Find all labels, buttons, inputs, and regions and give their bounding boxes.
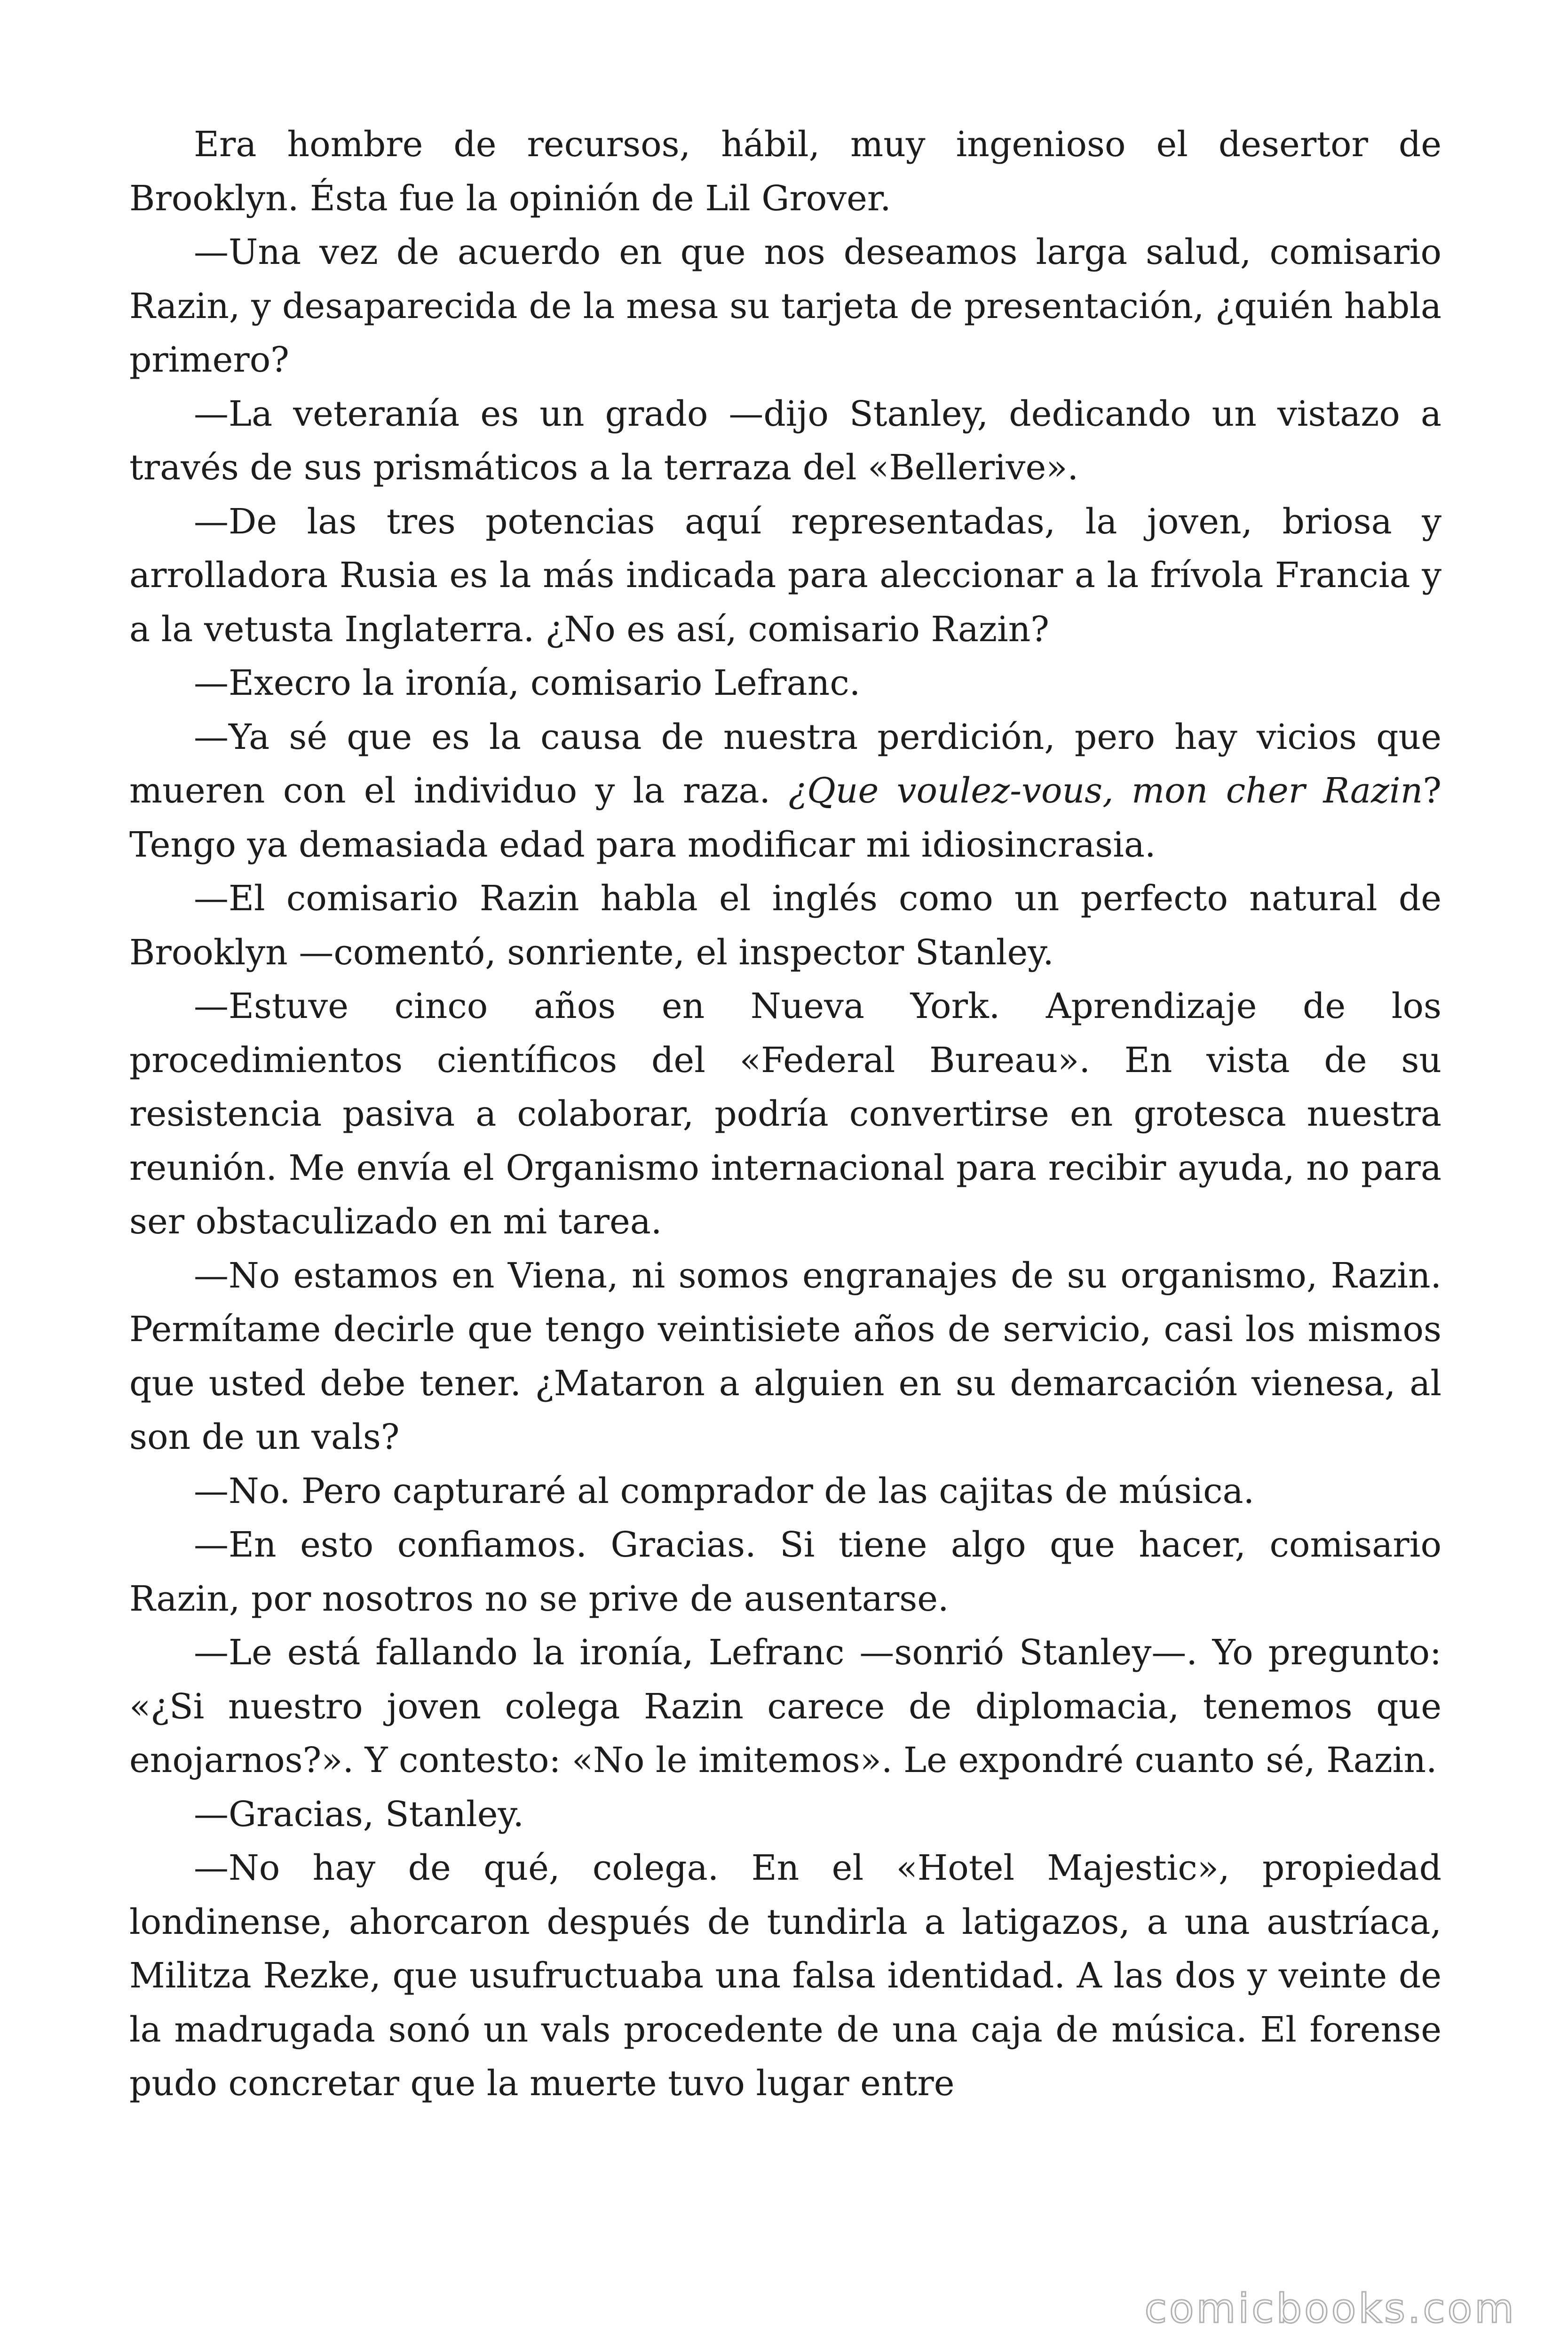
paragraph: —Le está fallando la ironía, Lefranc —sonrió Stanley—. Yo pregunto: «¿Si nuestro joven colega Razin carece de diplomacia, tenemos que enojarnos?». Y contesto: «No le imitemos». Le expondré cuanto sé, Razin. xyxy=(129,1632,1441,1780)
book-page-body xyxy=(129,118,1441,2111)
paragraph: —Una vez de acuerdo en que nos deseamos larga salud, comisario Razin, y desaparecida de la mesa su tarjeta de presentación, ¿quién habla primero? xyxy=(129,232,1441,380)
paragraph: —En esto confiamos. Gracias. Si tiene algo que hacer, comisario Razin, por nosotros no se prive de ausentarse. xyxy=(129,1525,1441,1619)
paragraph-text: —Ya sé que es la causa de nuestra perdición, pero hay vicios que mueren con el individuo y la raza. xyxy=(129,716,1441,811)
paragraph xyxy=(129,710,1441,872)
paragraph: —No. Pero capturaré al comprador de las cajitas de música. xyxy=(194,1470,1255,1511)
paragraph: —El comisario Razin habla el inglés como un perfecto natural de Brooklyn —comentó, sonriente, el inspector Stanley. xyxy=(129,878,1441,973)
paragraph: Era hombre de recursos, hábil, muy ingenioso el desertor de Brooklyn. Ésta fue la opinión de Lil Grover. xyxy=(129,124,1441,219)
paragraph: —Estuve cinco años en Nueva York. Aprendizaje de los procedimientos científicos del «Federal Bureau». En vista de su resistencia pasiva a colaborar, podría convertirse en grotesca nuestra reunión. Me envía el Organismo internacional para recibir ayuda, no para ser obstaculizado en mi tarea. xyxy=(129,986,1441,1242)
paragraph: —Execro la ironía, comisario Lefranc. xyxy=(194,663,861,703)
paragraph: —De las tres potencias aquí representadas, la joven, briosa y arrolladora Rusia es la más indicada para aleccionar a la frívola Francia y a la vetusta Inglaterra. ¿No es así, comisario Razin? xyxy=(129,501,1441,650)
paragraph: —La veteranía es un grado —dijo Stanley, dedicando un vistazo a través de sus prismáticos a la terraza del «Bellerive». xyxy=(129,393,1441,488)
paragraph: —No hay de qué, colega. En el «Hotel Majestic», propiedad londinense, ahorcaron después de tundirla a latigazos, a una austríaca, Militza Rezke, que usufructuaba una falsa identidad. A las dos y veinte de la madrugada sonó un vals procedente de una caja de música. El forense pudo concretar que la muerte tuvo lugar entre xyxy=(129,1848,1441,2104)
watermark: comicbooks.com xyxy=(1144,2285,1516,2332)
paragraph-text: ? Tengo ya demasiada edad para modificar mi idiosincrasia. xyxy=(129,771,1441,865)
paragraph: —No estamos en Viena, ni somos engranajes de su organismo, Razin. Permítame decirle que tengo veintisiete años de servicio, casi los mismos que usted debe tener. ¿Mataron a alguien en su demarcación vienesa, al son de un vals? xyxy=(129,1255,1441,1457)
italic-phrase: ¿Que voulez-vous, mon cher Razin xyxy=(788,771,1423,811)
paragraph: —Gracias, Stanley. xyxy=(194,1794,524,1835)
